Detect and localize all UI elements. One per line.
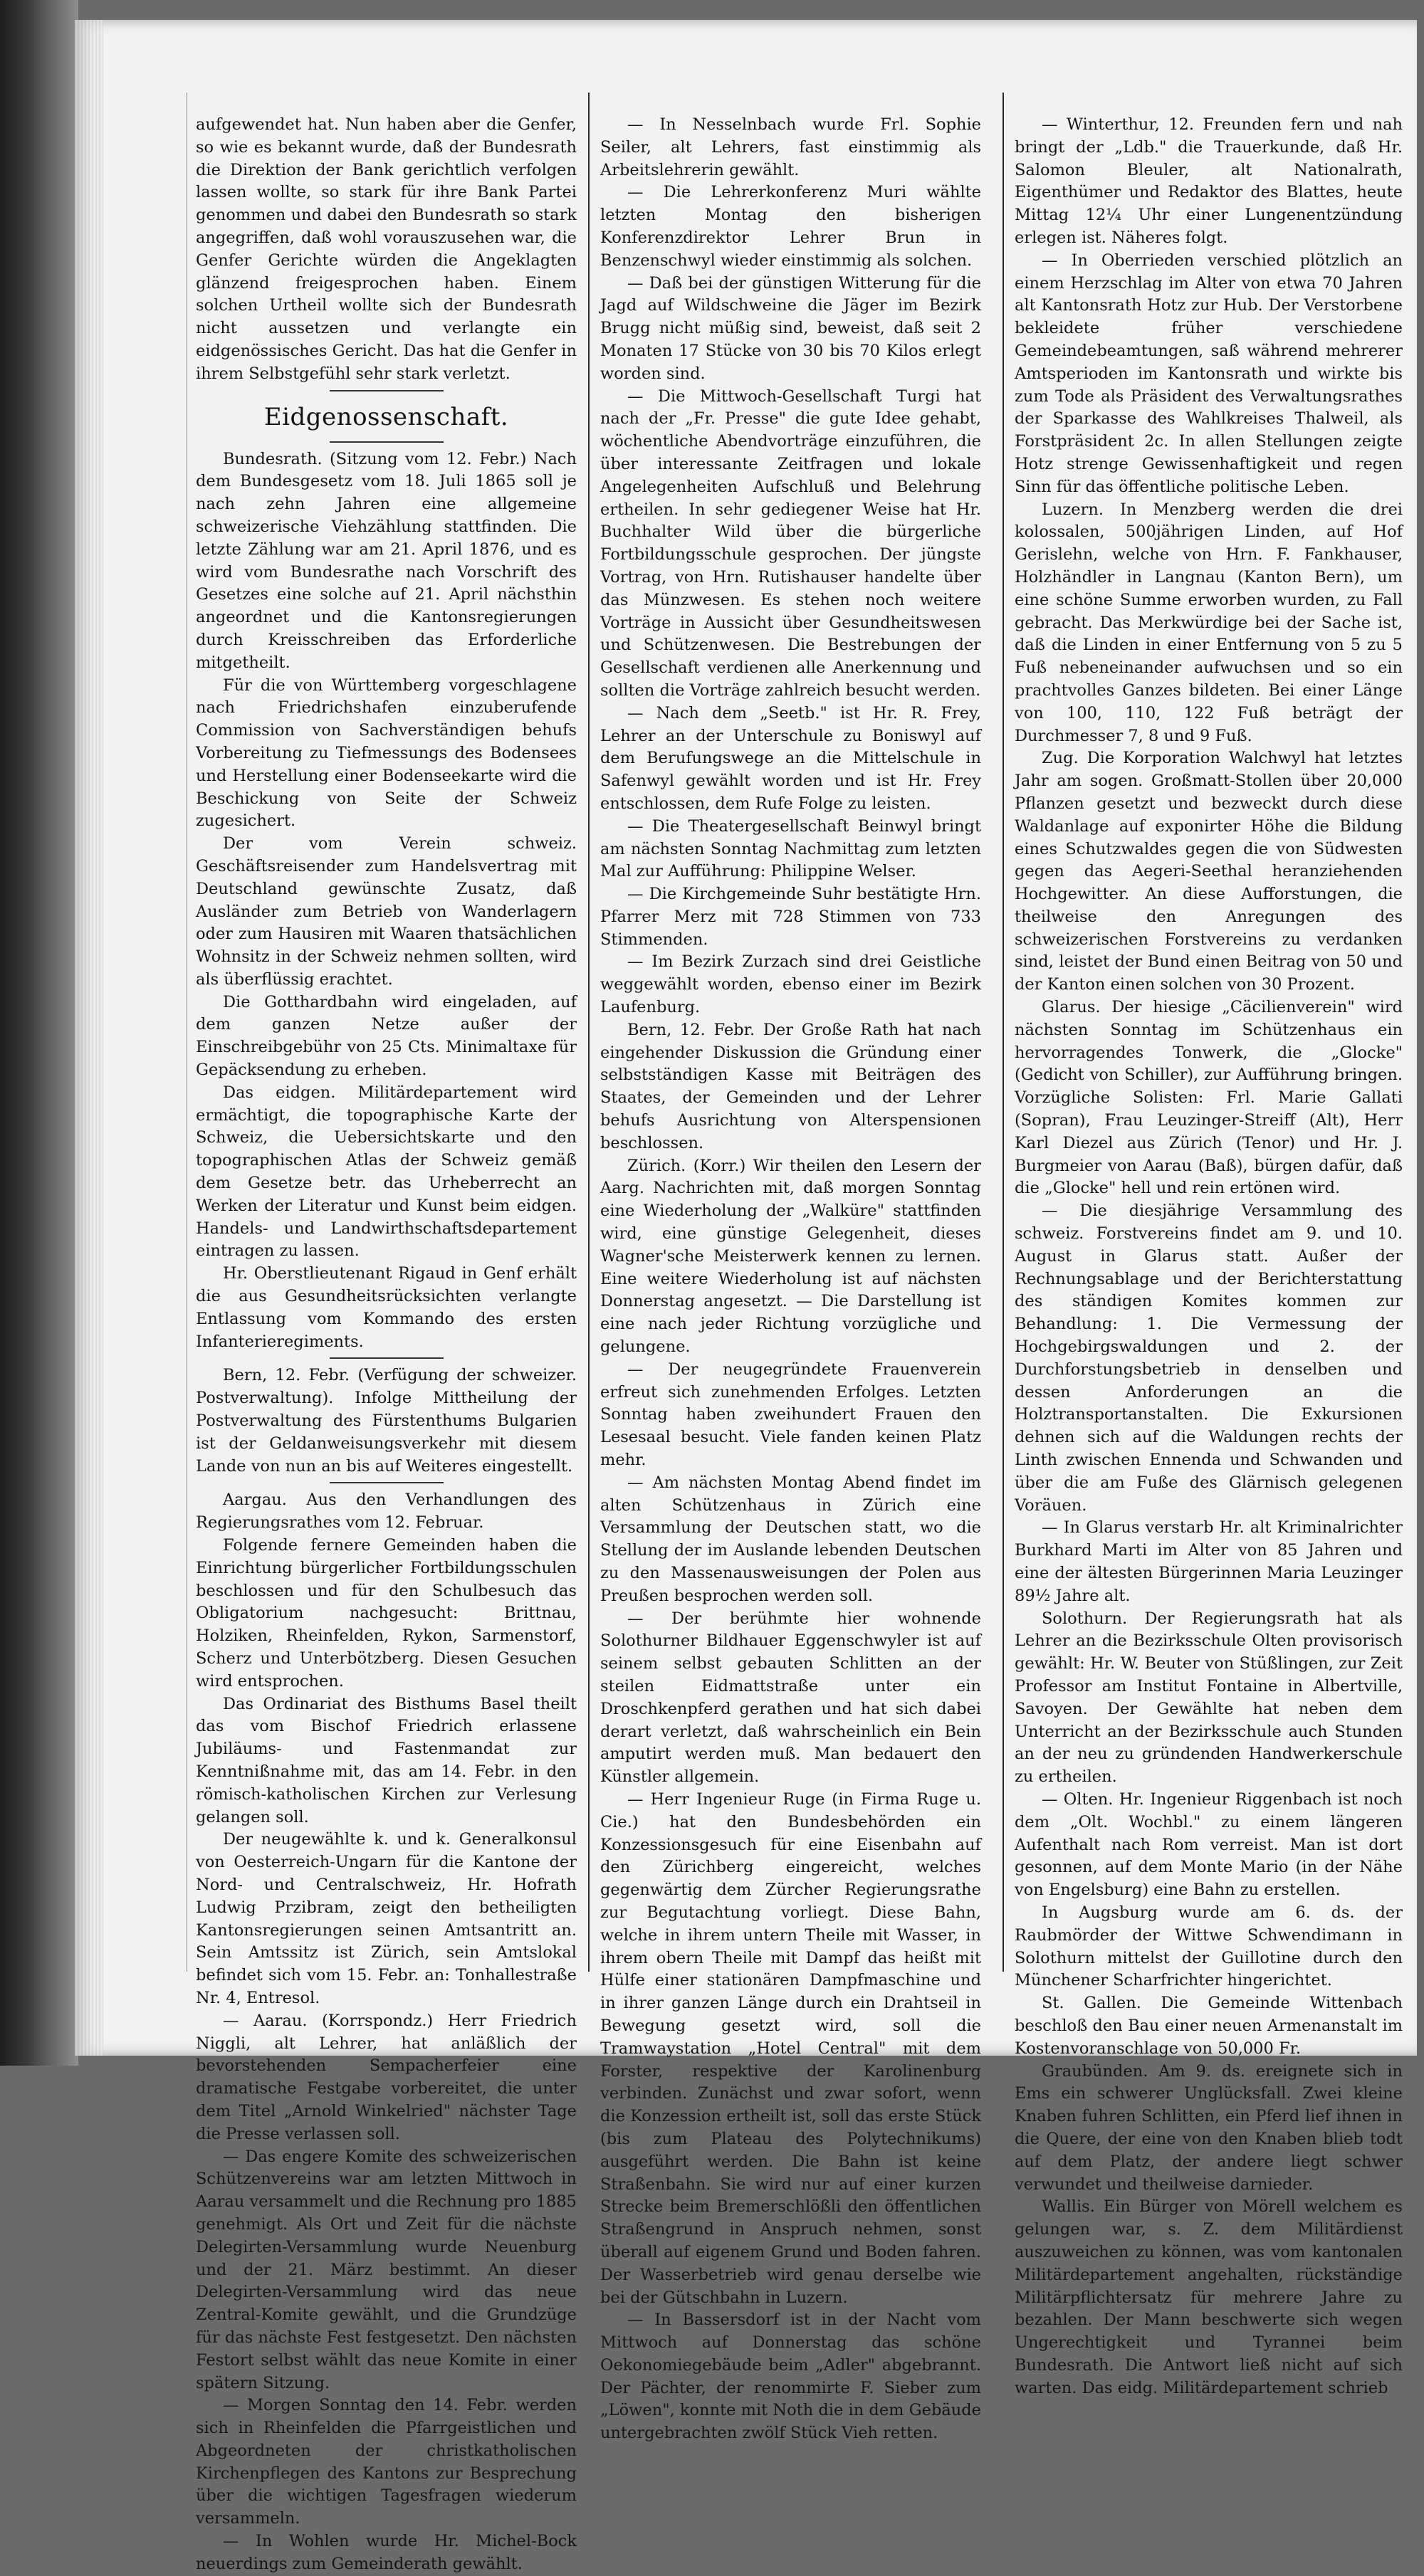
article-paragraph: — Der neugegründete Frauenverein erfreut sich zunehmenden Erfolges. Letzten Sonntag haben zweihundert Frauen den Lesesaal besucht. Viele fanden keinen Platz mehr.: [600, 1360, 981, 1470]
article-paragraph: — In Bassersdorf ist in der Nacht vom Mittwoch auf Donnerstag das schöne Oekonomiegebäude beim „Adler" abgebrannt. Der Pächter, der renommirte F. Sieber zum „Löwen", konnte mit Noth die in dem Gebäude untergebrachten zwölf Stück Vieh retten.: [600, 2310, 981, 2443]
article-paragraph: — In Nesselnbach wurde Frl. Sophie Seiler, alt Lehrers, fast einstimmig als Arbeitslehrerin gewählt.: [600, 115, 981, 179]
article-paragraph: Luzern. In Menzberg werden die drei kolossalen, 500jährigen Linden, auf Hof Gerislehn, welche von Hrn. F. Fankhauser, Holzhändler in Langnau (Kanton Bern), um eine schöne Summe erworben wurden, zu Fall gebracht. Das Merkwürdige bei der Sache ist, daß die Linden in einer Entfernung von 5 zu 5 Fuß nebeneinander aufwuchsen und so ein prachtvolles Ganzes bildeten. Bei einer Länge von 100, 110, 122 Fuß beträgt der Durchmesser 7, 8 und 9 Fuß.: [1015, 500, 1403, 745]
article-paragraph: — Das engere Komite des schweizerischen Schützenvereins war am letzten Mittwoch in Aarau versammelt und die Rechnung pro 1885 genehmigt. Als Ort und Zeit für die nächste Delegirten-Versammlung wurde Neuenburg und der 21. März bestimmt. An dieser Delegirten-Versammlung wird das neue Zentral-Komite gewählt, und die Grundzüge für das nächste Fest festgesetzt. Den nächsten Festort selbst wählt das neue Komite in einer spätern Sitzung.: [196, 2147, 577, 2392]
article-paragraph: — In Glarus verstarb Hr. alt Kriminalrichter Burkhard Marti im Alter von 85 Jahren und eine der ältesten Bürgerinnen Maria Leuzinger 89½ Jahre alt.: [1015, 1518, 1403, 1605]
section-separator: [330, 390, 444, 391]
article-paragraph: — In Oberrieden verschied plötzlich an einem Herzschlag im Alter von etwa 70 Jahren alt Kantonsrath Hotz zur Hub. Der Verstorbene bekleidete früher verschiedene Gemeindebeamtungen, saß während mehrerer Amtsperioden im Kantonsrath und wirkte bis zum Tode als Präsident des Verwaltungsrathes der Sparkasse des Wahlkreises Thalweil, als Forstpräsident 2c. In allen Stellungen zeigte Hotz strenge Gewissenhaftigkeit und regen Sinn für das öffentliche politische Leben.: [1015, 251, 1403, 496]
page-gutter-shadow: [75, 20, 103, 2056]
article-paragraph: Wallis. Ein Bürger von Mörell welchem es gelungen war, s. Z. dem Militärdienst auszuweichen zu können, was vom kantonalen Militärdepartement angehalten, rückständige Militärpflichtersatz für mehrere Jahre zu bezahlen. Der Mann beschwerte sich wegen Ungerechtigkeit und Tyrannei beim Bundesrath. Die Antwort ließ nicht auf sich warten. Das eidg. Militärdepartement schrieb: [1015, 2197, 1403, 2397]
column-rule-1: [588, 93, 590, 1972]
column-rule-2: [1002, 93, 1004, 1972]
article-paragraph: — Der berühmte hier wohnende Solothurner Bildhauer Eggenschwyler ist auf seinem selbst gebauten Schlitten an der steilen Eidmattstraße unter ein Droschkenpferd gerathen und hat sich dabei derart verletzt, daß wahrscheinlich ein Bein amputirt werden muß. Man bedauert den Künstler allgemein.: [600, 1609, 981, 1787]
article-paragraph: — Die Theatergesellschaft Beinwyl bringt am nächsten Sonntag Nachmittag zum letzten Mal zur Aufführung: Philippine Welser.: [600, 816, 981, 881]
article-paragraph: Der neugewählte k. und k. Generalkonsul von Oesterreich-Ungarn für die Kantone der Nord- und Centralschweiz, Hr. Hofrath Ludwig Przibram, zeigt den betheiligten Kantonsregierungen seinen Amtsantritt an. Sein Amtssitz ist Zürich, sein Amtslokal befindet sich vom 15. Febr. an: Tonhallestraße Nr. 4, Entresol.: [196, 1830, 577, 2007]
article-paragraph: Folgende fernere Gemeinden haben die Einrichtung bürgerlicher Fortbildungsschulen beschlossen und für den Schulbesuch das Obligatorium nachgesucht: Brittnau, Holziken, Rheinfelden, Rykon, Sarmenstorf, Scherz und Unterbötzberg. Diesen Gesuchen wird entsprochen.: [196, 1536, 577, 1691]
article-paragraph: Zug. Die Korporation Walchwyl hat letztes Jahr am sogen. Großmatt-Stollen über 20,000 Pflanzen gesetzt und bezweckt durch diese Waldanlage auf exponirter Höhe die Bildung eines Schutzwaldes gegen die von Südwesten gegen das Aegeri-Seethal heranziehenden Hochgewitter. An diese Aufforstungen, die theilweise den Anregungen des schweizerischen Forstvereins zu verdanken sind, leistet der Bund einen Beitrag von 50 und der Kanton einen solchen von 30 Prozent.: [1015, 749, 1403, 994]
article-paragraph: Für die von Württemberg vorgeschlagene nach Friedrichshafen einzuberufende Commission von Sachverständigen behufs Vorbereitung zu Tiefmessungs des Bodensees und Herstellung einer Bodenseekarte wird die Beschickung von Seite der Schweiz zugesichert.: [196, 675, 577, 831]
article-paragraph: Glarus. Der hiesige „Cäcilienverein" wird nächsten Sonntag im Schützenhaus ein hervorragendes Tonwerk, die „Glocke" (Gedicht von Schiller), zur Aufführung bringen. Vorzügliche Solisten: Frl. Marie Gallati (Sopran), Frau Leuzinger-Streiff (Alt), Herr Karl Diezel aus Zürich (Tenor) und Hr. J. Burgmeier von Aarau (Baß), bürgen dafür, daß die „Glocke" hell und rein ertönen wird.: [1015, 998, 1403, 1198]
article-paragraph: Hr. Oberstlieutenant Rigaud in Genf erhält die aus Gesundheitsrücksichten verlangte Entlassung vom Kommando des ersten Infanterieregiments.: [196, 1264, 577, 1351]
article-paragraph: — Morgen Sonntag den 14. Febr. werden sich in Rheinfelden die Pfarrgeistlichen und Abgeordneten der christkatholischen Kirchenpflegen des Kantons zur Besprechung über die wichtigen Tagesfragen wiederum versammeln.: [196, 2396, 577, 2528]
column-3: [1015, 114, 1403, 2397]
article-paragraph: — Im Bezirk Zurzach sind drei Geistliche weggewählt worden, ebenso einer im Bezirk Laufenburg.: [600, 952, 981, 1017]
article-paragraph: — Winterthur, 12. Freunden fern und nah bringt der „Ldb." die Trauerkunde, daß Hr. Salomon Bleuler, alt Nationalrath, Eigenthümer und Redaktor des Blattes, heute Mittag 12¼ Uhr einer Lungenentzündung erlegen ist. Näheres folgt.: [1015, 115, 1403, 247]
column-1-body: [196, 448, 577, 2576]
article-paragraph: Das Ordinariat des Bisthums Basel theilt das vom Bischof Friedrich erlassene Jubiläums- und Fastenmandat zur Kenntnißnahme mit, das am 14. Febr. in den römisch-katholischen Kirchen zur Verlesung gelangen soll.: [196, 1694, 577, 1826]
column-1: [196, 114, 577, 2573]
article-paragraph: — Die Kirchgemeinde Suhr bestätigte Hrn. Pfarrer Merz mit 728 Stimmen von 733 Stimmenden.: [600, 885, 981, 949]
article-paragraph: — Daß bei der günstigen Witterung für die Jagd auf Wildschweine die Jäger im Bezirk Brugg nicht müßig sind, beweist, daß seit 2 Monaten 17 Stücke von 30 bis 70 Kilos erlegt worden sind.: [600, 273, 981, 383]
article-paragraph: — Am nächsten Montag Abend findet im alten Schützenhaus in Zürich eine Versammlung der Deutschen statt, wo die Stellung der im Auslande lebenden Deutschen zu den Massenausweisungen der Polen aus Preußen besprochen werden soll.: [600, 1473, 981, 1605]
article-separator: [330, 1482, 444, 1483]
article-paragraph: — Herr Ingenieur Ruge (in Firma Ruge u. Cie.) hat den Bundesbehörden ein Konzessionsgesuch für eine Eisenbahn auf den Zürichberg eingereicht, welches gegenwärtig dem Zürcher Regierungsrathe zur Begutachtung vorliegt. Diese Bahn, welche in ihrem untern Theile mit Wasser, in ihrem obern Theile mit Dampf das heißt mit Hülfe einer stationären Dampfmaschine und in ihrer ganzen Länge durch ein Drahtseil in Bewegung gesetzt wird, soll die Tramwaystation „Hotel Central" mit dem Forster, respektive der Karolinenburg verbinden. Zunächst und zwar sofort, wenn die Konzession ertheilt ist, soll das erste Stück (bis zum Plateau des Polytechnikums) ausgeführt werden. Die Bahn ist keine Straßenbahn. Sie wird nur auf einer kurzen Strecke beim Bremerschlößli den öffentlichen Straßengrund in Anspruch nehmen, sonst überall auf eigenem Grund und Boden fahren. Der Wasserbetrieb wird genau derselbe wie bei der Gütschbahn in Luzern.: [600, 1789, 981, 2307]
article-paragraph: — Olten. Hr. Ingenieur Riggenbach ist noch dem „Olt. Wochbl." zu einem längeren Aufenthalt nach Rom verreist. Man ist dort gesonnen, auf dem Monte Mario (in der Nähe von Engelsburg) eine Bahn zu erstellen.: [1015, 1789, 1403, 1900]
article-paragraph: — Aarau. (Korrspondz.) Herr Friedrich Niggli, alt Lehrer, hat anläßlich der bevorstehenden Sempacherfeier eine dramatische Festgabe vorbereitet, die unter dem Titel „Arnold Winkelried" nächster Tage die Presse verlassen soll.: [196, 2011, 577, 2143]
article-paragraph: In Augsburg wurde am 6. ds. der Raubmörder der Wittwe Schwendimann in Solothurn mittelst der Guillotine durch den Münchener Scharfrichter hingerichtet.: [1015, 1903, 1403, 1990]
section-heading: Eidgenossenschaft.: [263, 402, 509, 431]
article-paragraph: Zürich. (Korr.) Wir theilen den Lesern der Aarg. Nachrichten mit, daß morgen Sonntag eine Wiederholung der „Walküre" stattfinden wird, eine günstige Gelegenheit, dieses Wagner'sche Meisterwerk kennen zu lernen. Eine weitere Wiederholung ist auf nächsten Donnerstag angesetzt. — Die Darstellung ist eine nach jeder Richtung vorzügliche und gelungene.: [600, 1156, 981, 1357]
article-paragraph: Die Gotthardbahn wird eingeladen, auf dem ganzen Netze außer der Einschreibgebühr von 25 Cts. Minimaltaxe für Gepäcksendung zu erheben.: [196, 992, 577, 1080]
column-2: [600, 114, 981, 2443]
article-paragraph: Bern, 12. Febr. Der Große Rath hat nach eingehender Diskussion die Gründung einer selbstständigen Kasse mit Beiträgen des Staates, der Gemeinden und der Lehrer behufs Ausrichtung von Alterspensionen beschlossen.: [600, 1020, 981, 1152]
article-paragraph: — Die diesjährige Versammlung des schweiz. Forstvereins findet am 9. und 10. August in Glarus statt. Außer der Rechnungsablage und der Berichterstattung des ständigen Komites kommen zur Behandlung: 1. Die Vermessung der Hochgebirgswaldungen und 2. der Durchforstungsbetrieb in denselben und dessen Anforderungen an die Holztransportanstalten. Die Exkursionen dehnen sich auf die Waldungen rechts der Linth zwischen Ennenda und Schwanden und über die am Fuße des Glärnisch gelegenen Voräuen.: [1015, 1202, 1403, 1515]
article-paragraph: Das eidgen. Militärdepartement wird ermächtigt, die topographische Karte der Schweiz, die Uebersichtskarte und den topographischen Atlas der Schweiz gemäß dem Gesetze betr. das Urheberrecht an Werken der Literatur und Kunst beim eidgen. Handels- und Landwirthschaftsdepartement eintragen zu lassen.: [196, 1083, 577, 1261]
article-paragraph: St. Gallen. Die Gemeinde Wittenbach beschloß den Bau einer neuen Armenanstalt im Kostenvoranschlage von 50,000 Fr.: [1015, 1994, 1403, 2058]
article-paragraph: Der vom Verein schweiz. Geschäftsreisender zum Handelsvertrag mit Deutschland gewünschte Zusatz, daß Ausländer zum Betrieb von Wanderlagern oder zum Hausiren mit Waaren thatsächlichen Wohnsitz in der Schweiz nehmen sollten, wird als überflüssig erachtet.: [196, 834, 577, 989]
article-separator: [330, 1357, 444, 1359]
article-paragraph: Bern, 12. Febr. (Verfügung der schweizer. Postverwaltung). Infolge Mittheilung der Postverwaltung des Fürstenthums Bulgarien ist der Geldanweisungsverkehr mit diesem Lande von nun an bis auf Weiteres eingestellt.: [196, 1366, 577, 1476]
article-paragraph: — Die Lehrerkonferenz Muri wählte letzten Montag den bisherigen Konferenzdirektor Lehrer Brun in Benzenschwyl wieder einstimmig als solchen.: [600, 183, 981, 270]
article-paragraph: Graubünden. Am 9. ds. ereignete sich in Ems ein schwerer Unglücksfall. Zwei kleine Knaben fuhren Schlitten, ein Pferd lief ihnen in die Quere, der eine von den Knaben blieb todt auf dem Platz, der andere liegt schwer verwundet und theilweise darnieder.: [1015, 2061, 1403, 2194]
book-binding: [0, 0, 78, 2066]
article-paragraph: — In Wohlen wurde Hr. Michel-Bock neuerdings zum Gemeinderath gewählt.: [196, 2532, 577, 2573]
section-separator: [330, 441, 444, 443]
column-2-body: [600, 114, 981, 2445]
article-paragraph: — Die Mittwoch-Gesellschaft Turgi hat nach der „Fr. Presse" die gute Idee gehabt, wöchentliche Abendvorträge einzuführen, die über interessante Zeitfragen und lokale Angelegenheiten Aufschluß und Belehrung ertheilen. In sehr gediegener Weise hat Hr. Buchhalter Wild über die bürgerliche Fortbildungsschule gesprochen. Der jüngste Vortrag, von Hrn. Rutishauser handelte über das Münzwesen. Es stehen noch weitere Vorträge in Aussicht über Gesundheitswesen und Schützenwesen. Die Bestrebungen der Gesellschaft verdienen alle Anerkennung und sollten die Vorträge zahlreich besucht werden.: [600, 387, 981, 700]
article-paragraph: — Nach dem „Seetb." ist Hr. R. Frey, Lehrer an der Unterschule zu Boniswyl auf dem Berufungswege an die Mittelschule in Safenwyl gewählt worden und ist Hr. Frey entschlossen, dem Rufe Folge zu leisten.: [600, 703, 981, 813]
article-paragraph: Bundesrath. (Sitzung vom 12. Febr.) Nach dem Bundesgesetz vom 18. Juli 1865 soll je nach zehn Jahren eine allgemeine schweizerische Viehzählung stattfinden. Die letzte Zählung war am 21. April 1876, und es wird vom Bundesrathe nach Vorschrift des Gesetzes eine solche auf 21. April nächsthin angeordnet und die Kantonsregierungen durch Kreisschreiben das Erforderliche mitgetheilt.: [196, 449, 577, 672]
article-paragraph: Solothurn. Der Regierungsrath hat als Lehrer an die Bezirksschule Olten provisorisch gewählt: Hr. W. Beuter von Stüßlingen, zur Zeit Professor am Institut Fontaine in Albertville, Savoyen. Der Gewählte hat neben dem Unterricht an der Bezirksschule auch Stunden an der neu zu gründenden Handwerkerschule zu ertheilen.: [1015, 1609, 1403, 1787]
article-paragraph: Aargau. Aus den Verhandlungen des Regierungsrathes vom 12. Februar.: [196, 1491, 577, 1533]
lead-paragraph: aufgewendet hat. Nun haben aber die Genfer, so wie es bekannt wurde, daß der Bundesrath die Direktion der Bank gerichtlich verfolgen lassen wollte, so stark für ihre Bank Partei genommen und dabei den Bundesrath so stark angegriffen, daß wohl vorauszusehen war, die Genfer Gerichte würden die Angeklagten glänzend freigesprochen haben. Einem solchen Urtheil wollte sich der Bundesrath nicht aussetzen und verlangte ein eidgenössisches Gericht. Das hat die Genfer in ihrem Selbstgefühl sehr stark verletzt.: [196, 115, 577, 383]
column-3-body: [1015, 114, 1403, 2399]
